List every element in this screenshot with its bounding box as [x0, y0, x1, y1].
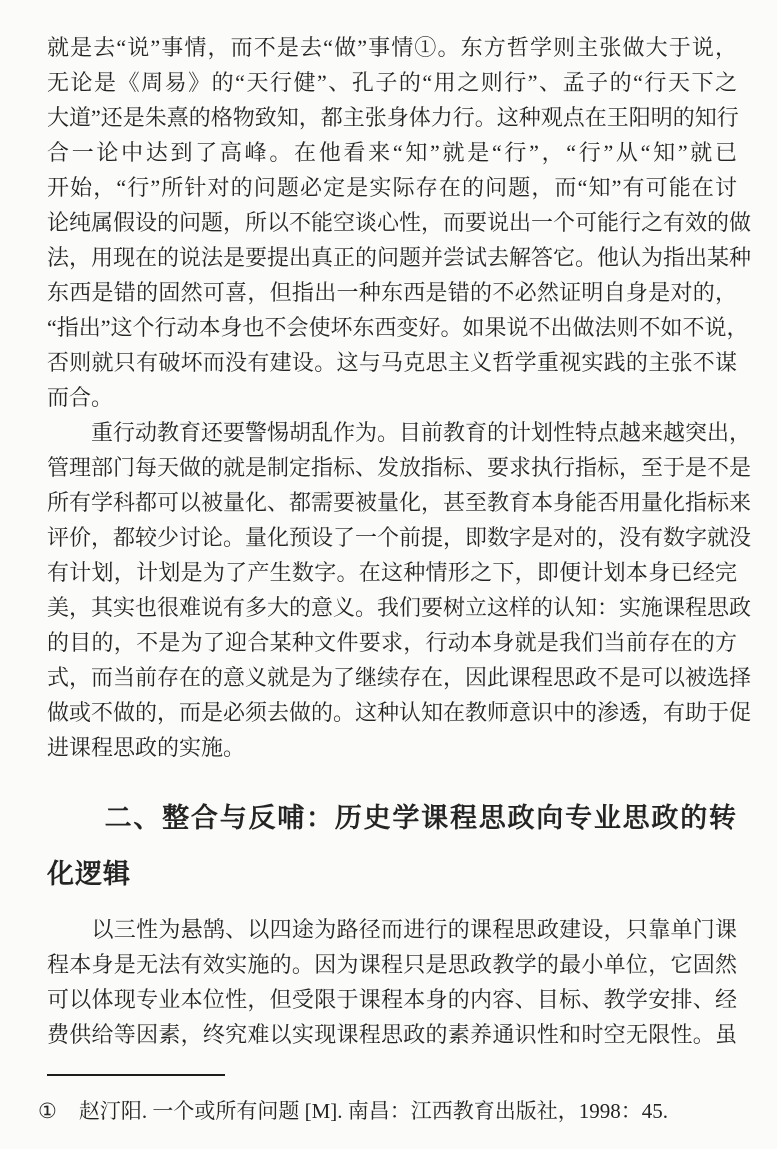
text-line: 开始，“行”所针对的问题必定是实际存在的问题，而“知”有可能在讨 [47, 175, 737, 200]
paragraph-3 [47, 912, 737, 1052]
text-line: 进课程思政的实施。 [47, 735, 246, 760]
text-line: 就是去“说”事情，而不是去“做”事情①。东方哲学则主张做大于说， [47, 35, 737, 60]
text-line: 评价，都较少讨论。量化预设了一个前提，即数字是对的，没有数字就没 [47, 525, 752, 550]
body-text-column [47, 30, 752, 765]
text-line: 法，用现在的说法是要提出真正的问题并尝试去解答它。他认为指出某种 [47, 245, 752, 270]
text-line: 做或不做的，而是必须去做的。这种认知在教师意识中的渗透，有助于促 [47, 700, 752, 725]
text-line: 的目的，不是为了迎合某种文件要求，行动本身就是我们当前存在的方 [47, 630, 737, 655]
text-line: 有计划，计划是为了产生数字。在这种情形之下，即便计划本身已经完 [47, 560, 737, 585]
text-line: 程本身是无法有效实施的。因为课程只是思政教学的最小单位，它固然 [47, 952, 737, 977]
text-line: 无论是《周易》的“天行健”、孔子的“用之则行”、孟子的“行天下之 [47, 70, 737, 95]
text-line: 重行动教育还要警惕胡乱作为。目前教育的计划性特点越来越突出， [47, 420, 752, 445]
footnote-text: 赵汀阳. 一个或所有问题 [M]. 南昌：江西教育出版社，1998：45. [78, 1099, 668, 1123]
text-line: 美，其实也很难说有多大的意义。我们要树立这样的认知：实施课程思政 [47, 595, 752, 620]
section-heading [47, 790, 737, 902]
text-line: 否则就只有破坏而没有建设。这与马克思主义哲学重视实践的主张不谋 [47, 350, 737, 375]
text-line: 大道”还是朱熹的格物致知，都主张身体力行。这种观点在王阳明的知行 [47, 105, 739, 130]
text-line: 式，而当前存在的意义就是为了继续存在，因此课程思政不是可以被选择 [47, 665, 752, 690]
footnote-marker: ① [38, 1099, 57, 1123]
paragraph-2 [47, 415, 752, 765]
text-line: 论纯属假设的问题，所以不能空谈心性，而要说出一个可能行之有效的做 [47, 210, 752, 235]
text-line: 东西是错的固然可喜，但指出一种东西是错的不必然证明自身是对的， [47, 280, 737, 305]
text-line: “指出”这个行动本身也不会使坏东西变好。如果说不出做法则不如不说， [47, 315, 749, 340]
footnote-separator [47, 1074, 225, 1076]
text-line: 以三性为悬鹄、以四途为路径而进行的课程思政建设，只靠单门课 [47, 917, 737, 942]
paragraph-continuation [47, 30, 752, 415]
text-line: 化逻辑 [47, 859, 131, 889]
text-line: 可以体现专业本位性，但受限于课程本身的内容、目标、教学安排、经 [47, 987, 737, 1012]
footnote [38, 1096, 748, 1126]
text-line: 费供给等因素，终究难以实现课程思政的素养通识性和时空无限性。虽 [47, 1022, 737, 1047]
text-line: 所有学科都可以被量化、都需要被量化，甚至教育本身能否用量化指标来 [47, 490, 752, 515]
text-line: 合一论中达到了高峰。在他看来“知”就是“行”，“行”从“知”就已 [47, 140, 737, 165]
text-line: 而合。 [47, 385, 114, 410]
text-line: 二、整合与反哺：历史学课程思政向专业思政的转 [47, 803, 737, 833]
text-line: 管理部门每天做的就是制定指标、发放指标、要求执行指标，至于是不是 [47, 455, 752, 480]
